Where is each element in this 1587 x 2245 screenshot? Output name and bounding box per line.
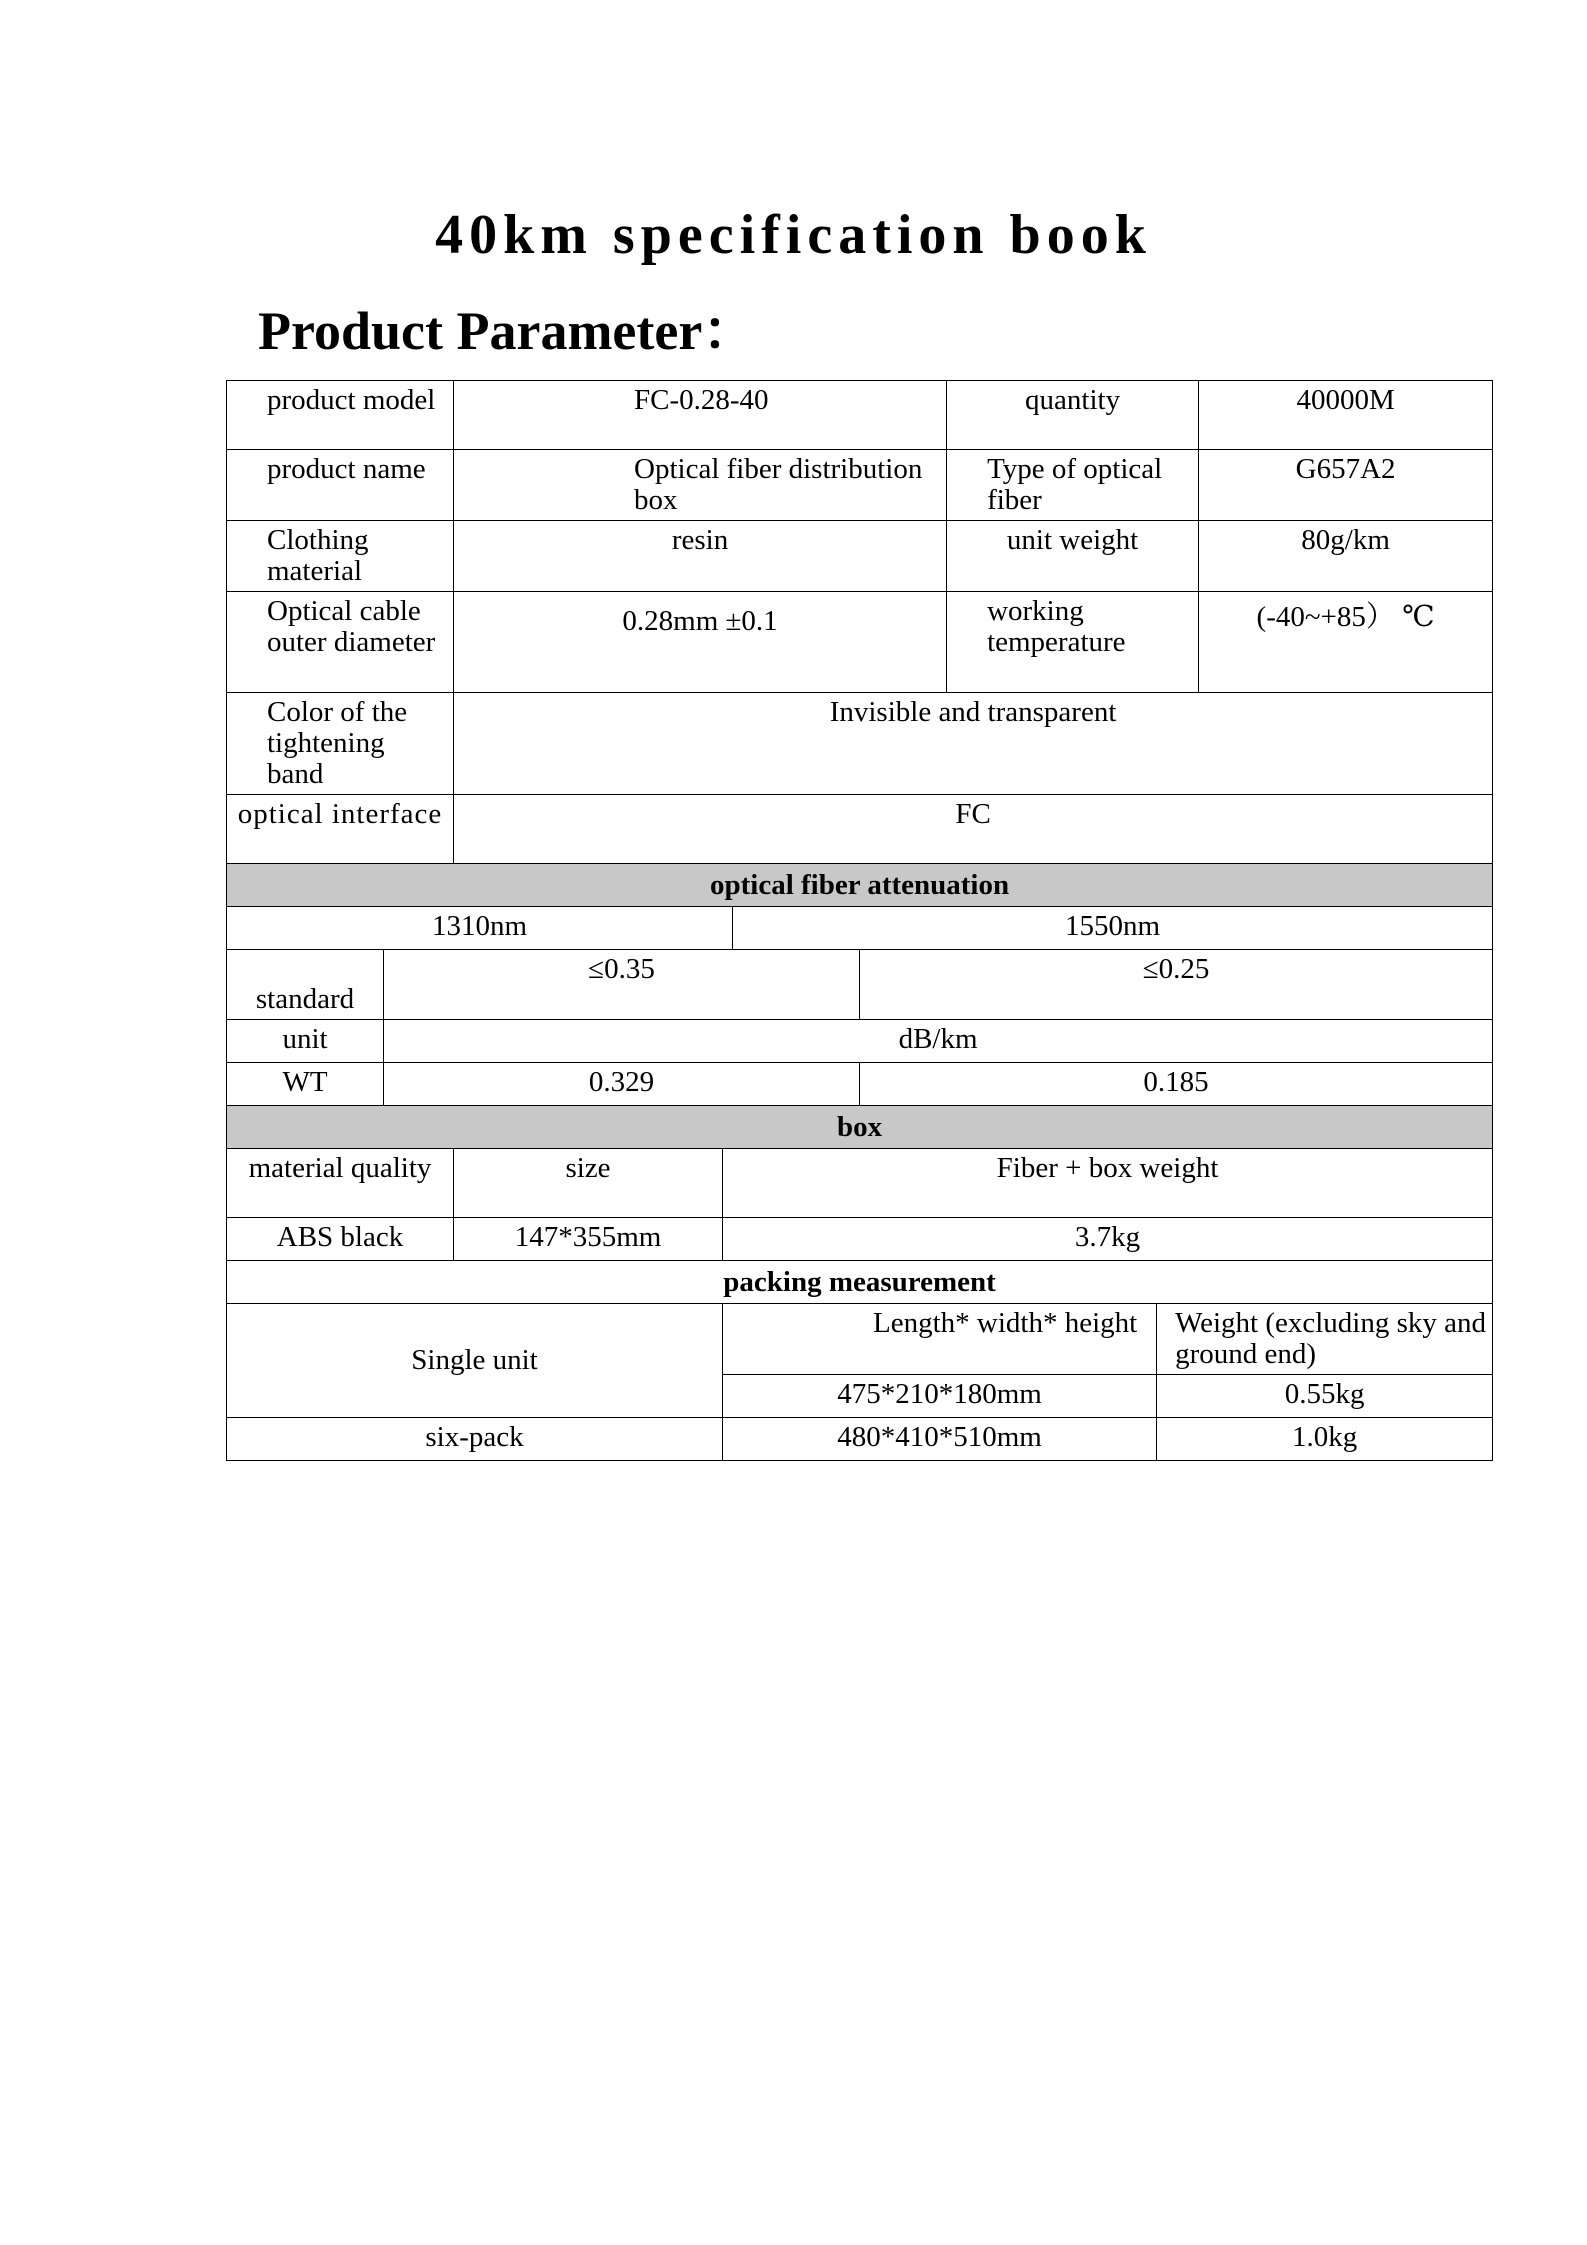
fiber-type-value: G657A2 — [1199, 450, 1493, 521]
fiber-type-label: Type of optical fiber — [947, 450, 1199, 521]
working-temperature-label: working temperature — [947, 592, 1199, 693]
six-pack-weight: 1.0kg — [1157, 1418, 1493, 1461]
row-product-model — [227, 381, 1493, 450]
packing-dims-label: Length* width* height — [723, 1304, 1157, 1375]
standard-1550-value: ≤0.25 — [860, 950, 1493, 1020]
six-pack-dims: 480*410*510mm — [723, 1418, 1157, 1461]
row-box-values — [227, 1218, 1493, 1261]
outer-diameter-label: Optical cable outer diameter — [227, 592, 454, 693]
row-band-color — [227, 693, 1493, 795]
unit-weight-label: unit weight — [947, 521, 1199, 592]
wt-1550-value: 0.185 — [860, 1063, 1493, 1106]
row-attenuation-heading — [227, 864, 1493, 907]
section-title: Product Parameter： — [258, 301, 757, 361]
box-size-value: 147*355mm — [454, 1218, 723, 1261]
row-outer-diameter — [227, 592, 1493, 693]
wavelength-1550-header: 1550nm — [733, 907, 1493, 950]
single-unit-label: Single unit — [227, 1304, 723, 1418]
product-model-value: FC-0.28-40 — [454, 381, 947, 450]
unit-label: unit — [227, 1020, 384, 1063]
optical-interface-label: optical interface — [227, 795, 454, 864]
row-unit — [227, 1020, 1493, 1063]
clothing-material-value: resin — [454, 521, 947, 592]
product-model-label: product model — [227, 381, 454, 450]
box-material-label: material quality — [227, 1149, 454, 1218]
row-standard — [227, 950, 1493, 1020]
outer-diameter-value: 0.28mm ±0.1 — [454, 592, 947, 693]
quantity-value: 40000M — [1199, 381, 1493, 450]
box-weight-value: 3.7kg — [723, 1218, 1493, 1261]
single-unit-weight: 0.55kg — [1157, 1375, 1493, 1418]
band-color-value: Invisible and transparent — [454, 693, 1493, 795]
row-box-headers — [227, 1149, 1493, 1218]
product-name-label: product name — [227, 450, 454, 521]
row-packing-heading — [227, 1261, 1493, 1304]
box-weight-label: Fiber + box weight — [723, 1149, 1493, 1218]
six-pack-label: six-pack — [227, 1418, 723, 1461]
document-title: 40km specification book — [435, 204, 1152, 266]
product-name-value: Optical fiber distribution box — [454, 450, 947, 521]
spec-table — [226, 380, 1493, 1461]
row-wt — [227, 1063, 1493, 1106]
quantity-label: quantity — [947, 381, 1199, 450]
standard-1310-value: ≤0.35 — [384, 950, 860, 1020]
row-product-name — [227, 450, 1493, 521]
row-wavelengths — [227, 907, 1493, 950]
row-packing-single-header — [227, 1304, 1493, 1375]
row-clothing-material — [227, 521, 1493, 592]
box-heading: box — [227, 1106, 1493, 1149]
wt-label: WT — [227, 1063, 384, 1106]
row-packing-six-pack — [227, 1418, 1493, 1461]
unit-weight-value: 80g/km — [1199, 521, 1493, 592]
packing-weight-label: Weight (excluding sky and ground end) — [1157, 1304, 1493, 1375]
row-box-heading — [227, 1106, 1493, 1149]
row-optical-interface — [227, 795, 1493, 864]
box-size-label: size — [454, 1149, 723, 1218]
standard-label: standard — [227, 950, 384, 1020]
box-material-value: ABS black — [227, 1218, 454, 1261]
unit-value: dB/km — [384, 1020, 1493, 1063]
band-color-label: Color of the tightening band — [227, 693, 454, 795]
working-temperature-value: (-40~+85） ℃ — [1199, 592, 1493, 693]
clothing-material-label: Clothing material — [227, 521, 454, 592]
wavelength-1310-header: 1310nm — [227, 907, 733, 950]
packing-heading: packing measurement — [227, 1261, 1493, 1304]
attenuation-heading: optical fiber attenuation — [227, 864, 1493, 907]
wt-1310-value: 0.329 — [384, 1063, 860, 1106]
single-unit-dims: 475*210*180mm — [723, 1375, 1157, 1418]
optical-interface-value: FC — [454, 795, 1493, 864]
